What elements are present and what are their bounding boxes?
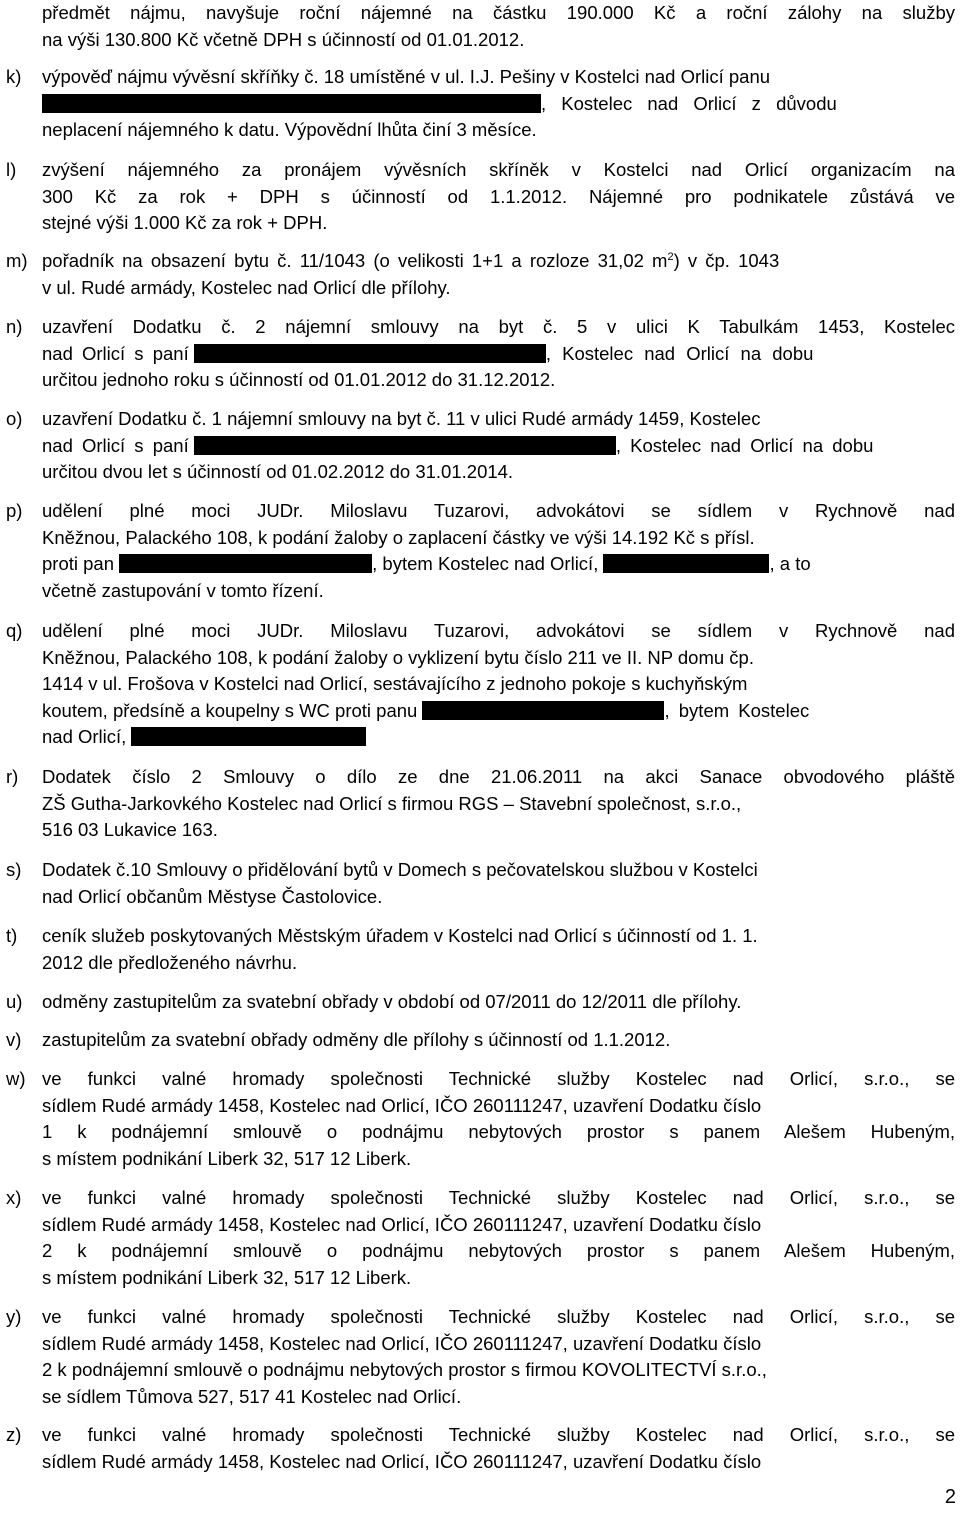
item-label: r): [6, 766, 19, 787]
text-line: nad Orlicí s paní , Kostelec nad Orlicí na dobu: [42, 342, 814, 364]
text-line: včetně zastupování v tomto řízení.: [42, 579, 324, 601]
text-line: s místem podnikání Liberk 32, 517 12 Liberk.: [42, 1266, 412, 1288]
text-line: uzavření Dodatku č. 2 nájemní smlouvy na byt č. 5 v ulici K Tabulkám 1453, Kostelec: [42, 316, 955, 337]
text-line: 1 k podnájemní smlouvě o podnájmu nebytových prostor s panem Alešem Hubeným,: [42, 1121, 955, 1142]
text-line: odměny zastupitelům za svatební obřady v období od 07/2011 do 12/2011 dle přílohy.: [42, 991, 742, 1012]
item-label: z): [6, 1424, 22, 1445]
text-line: sídlem Rudé armády 1458, Kostelec nad Orlicí, IČO 260111247, uzavření Dodatku číslo: [42, 1332, 762, 1354]
text-line: se sídlem Tůmova 527, 517 41 Kostelec nad Orlicí.: [42, 1385, 462, 1407]
text-line: udělení plné moci JUDr. Miloslavu Tuzarovi, advokátovi se sídlem v Rychnově nad: [42, 500, 955, 521]
text-line: nad Orlicí s paní , Kostelec nad Orlicí na dobu: [42, 434, 874, 456]
text-line: pořadník na obsazení bytu č. 11/1043 (o velikosti 1+1 a rozloze 31,02 $m^2$) v čp. 1043: [42, 250, 780, 271]
item-label: k): [6, 66, 22, 87]
item-label: o): [6, 408, 23, 429]
item-label: m): [6, 250, 28, 271]
text-line: koutem, předsíně a koupelny s WC proti panu , bytem Kostelec: [42, 699, 810, 721]
item-label: t): [6, 925, 18, 946]
page-number: 2: [944, 1486, 956, 1508]
text-line: Dodatek číslo 2 Smlouvy o dílo ze dne 21.06.2011 na akci Sanace obvodového pláště: [42, 766, 955, 787]
text-line: 2012 dle předloženého návrhu.: [42, 951, 298, 973]
text-line: výpověď nájmu vývěsní skříňky č. 18 umístěné v ul. I.J. Pešiny v Kostelci nad Orlicí panu: [42, 66, 771, 87]
text-line: 300 Kč za rok + DPH s účinností od 1.1.2012. Nájemné pro podnikatele zůstává ve: [42, 185, 955, 207]
item-label: y): [6, 1306, 22, 1327]
redaction-bar: [422, 701, 664, 720]
text-line: ve funkci valné hromady společnosti Technické služby Kostelec nad Orlicí, s.r.o., se: [42, 1068, 955, 1089]
text-line: proti pan , bytem Kostelec nad Orlicí, , a to: [42, 553, 811, 574]
text-line: , Kostelec nad Orlicí z důvodu: [42, 91, 955, 118]
text-line: Dodatek č.10 Smlouvy o přidělování bytů v Domech s pečovatelskou službou v Kostelci: [42, 859, 758, 880]
text-line: sídlem Rudé armády 1458, Kostelec nad Orlicí, IČO 260111247, uzavření Dodatku číslo: [42, 1213, 762, 1235]
text-line: sídlem Rudé armády 1458, Kostelec nad Orlicí, IČO 260111247, uzavření Dodatku číslo: [42, 1450, 762, 1472]
text-line: 2 k podnájemní smlouvě o podnájmu nebytových prostor s panem Alešem Hubeným,: [42, 1240, 955, 1261]
text-line: ve funkci valné hromady společnosti Technické služby Kostelec nad Orlicí, s.r.o., se: [42, 1424, 955, 1445]
text-line: stejné výši 1.000 Kč za rok + DPH.: [42, 212, 328, 233]
text-line: 1414 v ul. Frošova v Kostelci nad Orlicí, sestávajícího z jednoho pokoje s kuchyňským: [42, 673, 748, 694]
item-label: l): [6, 159, 17, 180]
text-line: 2 k podnájemní smlouvě o podnájmu nebytových prostor s firmou KOVOLITECTVÍ s.r.o.,: [42, 1359, 767, 1380]
item-label: x): [6, 1187, 22, 1208]
redaction-bar: [42, 94, 541, 113]
redaction-bar: [603, 554, 769, 573]
text-line: ve funkci valné hromady společnosti Technické služby Kostelec nad Orlicí, s.r.o., se: [42, 1187, 955, 1208]
item-label: v): [6, 1029, 22, 1050]
text-line: určitou jednoho roku s účinností od 01.01.2012 do 31.12.2012.: [42, 369, 556, 390]
text-line: na výši 130.800 Kč včetně DPH s účinností od 01.01.2012.: [42, 28, 525, 50]
text-line: určitou dvou let s účinností od 01.02.2012 do 31.01.2014.: [42, 461, 514, 482]
redaction-bar: [119, 554, 372, 573]
item-label: p): [6, 500, 23, 521]
text-line: s místem podnikání Liberk 32, 517 12 Liberk.: [42, 1147, 412, 1169]
text-line: 516 03 Lukavice 163.: [42, 819, 218, 840]
text-line: neplacení nájemného k datu. Výpovědní lhůta činí 3 měsíce.: [42, 119, 537, 140]
text-line: zastupitelům za svatební obřady odměny dle přílohy s účinností od 1.1.2012.: [42, 1029, 671, 1050]
redaction-bar: [131, 727, 366, 746]
item-label: n): [6, 316, 23, 337]
text-line: sídlem Rudé armády 1458, Kostelec nad Orlicí, IČO 260111247, uzavření Dodatku číslo: [42, 1094, 762, 1116]
text-line: nad Orlicí občanům Městyse Častolovice.: [42, 885, 383, 907]
item-label: w): [6, 1068, 26, 1089]
text-line: uzavření Dodatku č. 1 nájemní smlouvy na byt č. 11 v ulici Rudé armády 1459, Kostelec: [42, 408, 761, 429]
text-line: zvýšení nájemného za pronájem vývěsních skříněk v Kostelci nad Orlicí organizacím na: [42, 159, 955, 180]
item-label: s): [6, 859, 22, 880]
redaction-bar: [194, 436, 616, 455]
redaction-bar: [194, 344, 546, 363]
text-line: Kněžnou, Palackého 108, k podání žaloby o zaplacení částky ve výši 14.192 Kč s přísl.: [42, 526, 755, 548]
text-line: ceník služeb poskytovaných Městským úřadem v Kostelci nad Orlicí s účinností od 1. 1.: [42, 925, 758, 946]
text-line: předmět nájmu, navyšuje roční nájemné na částku 190.000 Kč a roční zálohy na služby: [42, 2, 955, 23]
text-line: udělení plné moci JUDr. Miloslavu Tuzarovi, advokátovi se sídlem v Rychnově nad: [42, 620, 955, 641]
item-label: q): [6, 620, 23, 641]
text-line: Kněžnou, Palackého 108, k podání žaloby o vyklizení bytu číslo 211 ve II. NP domu čp.: [42, 646, 754, 668]
text-line: ve funkci valné hromady společnosti Technické služby Kostelec nad Orlicí, s.r.o., se: [42, 1306, 955, 1327]
text-line: nad Orlicí,: [42, 724, 955, 751]
item-label: u): [6, 991, 23, 1012]
text-line: ZŠ Gutha-Jarkovkého Kostelec nad Orlicí s firmou RGS – Stavební společnost, s.r.o.,: [42, 792, 742, 814]
text-line: v ul. Rudé armády, Kostelec nad Orlicí dle přílohy.: [42, 276, 451, 298]
